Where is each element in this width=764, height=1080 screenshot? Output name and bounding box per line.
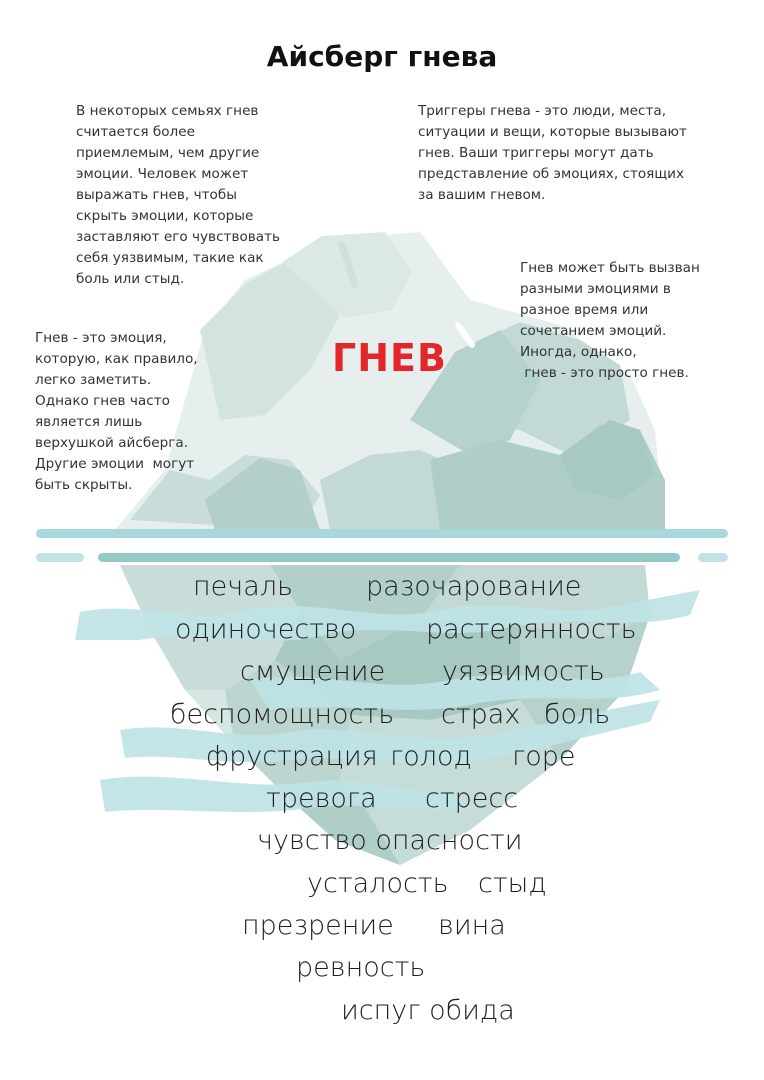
emotion-row bbox=[0, 783, 764, 823]
emotion-word: печаль bbox=[193, 571, 293, 602]
water-surface bbox=[36, 529, 728, 562]
emotion-word: уязвимость bbox=[442, 656, 605, 687]
emotion-row bbox=[0, 699, 764, 739]
emotion-row bbox=[0, 995, 764, 1035]
emotion-row bbox=[0, 614, 764, 654]
emotion-word: испуг обида bbox=[341, 995, 515, 1026]
emotion-row bbox=[0, 868, 764, 908]
note-anger-causes: Гнев может быть вызван разными эмоциями в разное время или сочетанием эмоций. Иногда, однако, гнев - это просто гнев. bbox=[520, 260, 700, 381]
note-tip-of-iceberg: Гнев - это эмоция, которую, как правило, легко заметить. Однако гнев часто является лишь верхушкой айсберга. Другие эмоции могут быть скрыты. bbox=[35, 330, 198, 493]
emotion-word: презрение bbox=[242, 910, 394, 941]
emotion-word: голод bbox=[390, 741, 472, 772]
emotion-word: одиночество bbox=[175, 614, 357, 645]
emotion-row bbox=[0, 656, 764, 696]
emotion-row bbox=[0, 571, 764, 611]
emotion-word: усталость bbox=[307, 868, 449, 899]
emotion-row bbox=[0, 952, 764, 992]
emotion-word: беспомощность bbox=[170, 699, 395, 730]
emotion-word: стресс bbox=[425, 783, 519, 814]
emotion-word: ревность bbox=[296, 952, 426, 983]
emotion-word: фрустрация bbox=[206, 741, 378, 772]
emotion-word: разочарование bbox=[366, 571, 582, 602]
emotion-word: страх bbox=[441, 699, 521, 730]
emotion-row bbox=[0, 741, 764, 781]
note-anger-triggers: Триггеры гнева - это люди, места, ситуации и вещи, которые вызывают гнев. Ваши триггеры могут дать представление об эмоциях, стоящих за вашим гневом. bbox=[418, 103, 687, 203]
page-title: Айсберг гнева bbox=[266, 40, 498, 73]
emotion-word: тревога bbox=[266, 783, 377, 814]
note-family-anger: В некоторых семьях гнев считается более приемлемым, чем другие эмоции. Человек может выражать гнев, чтобы скрыть эмоции, которые заставляют его чувствовать себя уязвимым, такие как боль или стыд. bbox=[76, 103, 281, 287]
emotion-row bbox=[0, 825, 764, 865]
emotion-word: чувство опасности bbox=[257, 825, 523, 856]
anger-label: ГНЕВ bbox=[332, 336, 447, 380]
emotion-word: вина bbox=[438, 910, 506, 941]
emotion-word: горе bbox=[512, 741, 576, 772]
emotion-word: боль bbox=[544, 699, 611, 730]
emotion-word: стыд bbox=[478, 868, 547, 899]
emotion-word: растерянность bbox=[426, 614, 637, 645]
emotion-row bbox=[0, 910, 764, 950]
emotion-word: смущение bbox=[240, 656, 386, 687]
